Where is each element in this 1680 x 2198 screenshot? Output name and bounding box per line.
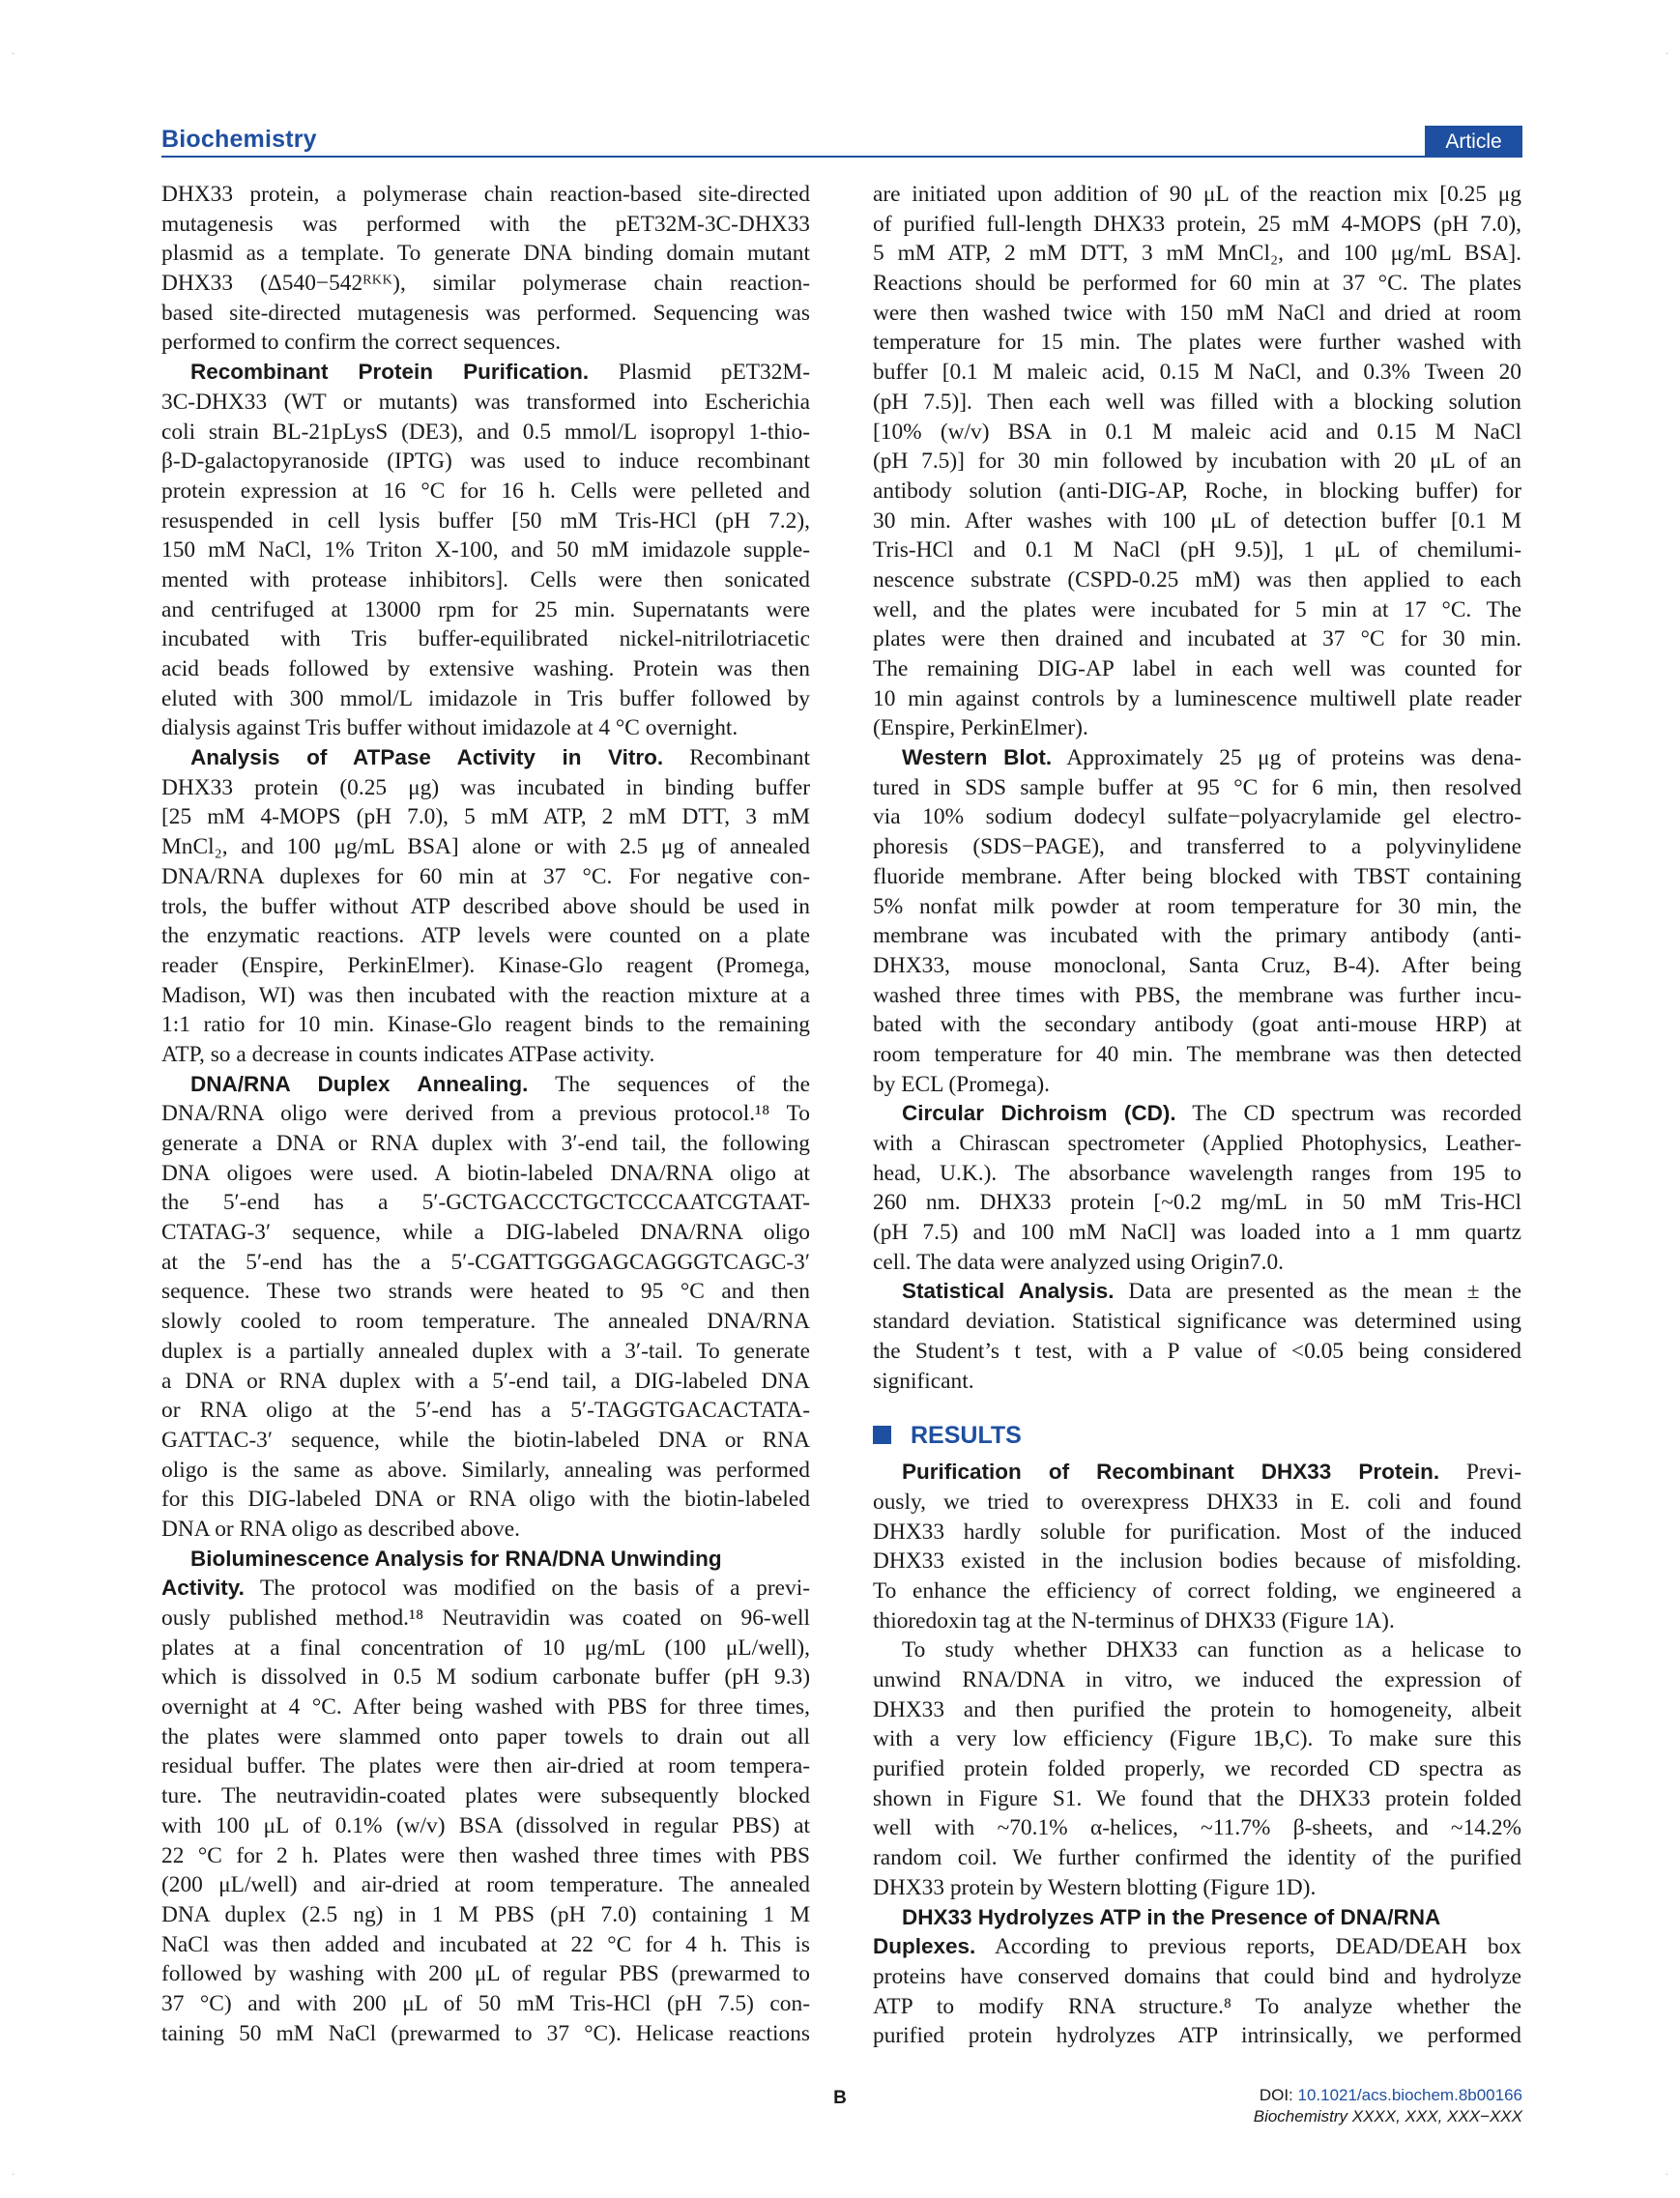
text-line [161, 506, 810, 536]
text-line [873, 1488, 1521, 1518]
text-line [161, 299, 810, 329]
text-line [161, 1515, 810, 1545]
line-text: with a very low efficiency (Figure 1B,C). To make sure this [873, 1726, 1521, 1752]
line-text: reader (Enspire, PerkinElmer). Kinase-Glo reagent (Promega, [161, 952, 810, 978]
text-line [161, 239, 810, 269]
line-text: were then washed twice with 150 mM NaCl and dried at room [873, 300, 1521, 326]
line-text: trols, the buffer without ATP described above should be used in [161, 893, 810, 919]
text-line [873, 892, 1521, 922]
paragraph-heading: Circular Dichroism (CD). [902, 1101, 1176, 1126]
line-text: DNA/RNA oligo were derived from a previous protocol.¹⁸ To [161, 1101, 810, 1127]
line-text: plates at a final concentration of 10 μg/mL (100 μL/well), [161, 1634, 810, 1661]
line-text: room temperature for 40 min. The membrane was then detected [873, 1041, 1521, 1067]
text-line [873, 654, 1521, 684]
text-line [873, 328, 1521, 358]
text-line [161, 624, 810, 654]
line-text: mutagenesis was performed with the pET32M-3C-DHX33 [161, 211, 810, 237]
text-line [161, 1367, 810, 1397]
line-text: coli strain BL-21pLysS (DE3), and 0.5 mmol/L isopropyl 1-thio- [161, 419, 810, 445]
line-text: 260 nm. DHX33 protein [~0.2 mg/mL in 50 mM Tris-HCl [873, 1190, 1521, 1216]
line-text: DNA duplex (2.5 ng) in 1 M PBS (pH 7.0) containing 1 M [161, 1901, 810, 1927]
line-text: overnight at 4 °C. After being washed with PBS for three times, [161, 1694, 810, 1721]
line-text: shown in Figure S1. We found that the DHX33 protein folded [873, 1785, 1521, 1811]
text-line [161, 1930, 810, 1960]
line-text: residual buffer. The plates were then air-dried at room tempera- [161, 1753, 810, 1779]
paragraph-heading: DHX33 Hydrolyzes ATP in the Presence of DNA/RNA [902, 1904, 1441, 1929]
line-text: (pH 7.5)] for 30 min followed by incubation with 20 μL of an [873, 448, 1521, 475]
line-text: via 10% sodium dodecyl sulfate−polyacrylamide gel electro- [873, 804, 1521, 830]
crop-mark: · [12, 2170, 15, 2181]
line-text: which is dissolved in 0.5 M sodium carbonate buffer (pH 9.3) [161, 1664, 810, 1691]
line-text: tured in SDS sample buffer at 95 °C for 6 min, then resolved [873, 774, 1521, 800]
line-text: DHX33 protein by Western blotting (Figure 1D). [873, 1874, 1317, 1900]
journal-name: Biochemistry [161, 126, 317, 153]
line-text: by ECL (Promega). [873, 1071, 1050, 1097]
line-text: The remaining DIG-AP label in each well was counted for [873, 656, 1521, 681]
text-line [873, 1724, 1521, 1754]
line-text: sequence. These two strands were heated to 95 °C and then [161, 1279, 810, 1305]
text-line [873, 1754, 1521, 1784]
line-text: ATP to modify RNA structure.⁸ To analyze whether the [873, 1993, 1521, 2019]
line-text: slowly cooled to room temperature. The annealed DNA/RNA [161, 1309, 810, 1335]
text-line [873, 981, 1521, 1011]
line-text: are initiated upon addition of 90 μL of the reaction mix [0.25 μg [873, 182, 1521, 207]
doi-prefix: DOI: [1259, 2086, 1298, 2104]
line-text: Reactions should be performed for 60 min at 37 °C. The plates [873, 271, 1521, 297]
text-line [161, 684, 810, 714]
line-text: antibody solution (anti-DIG-AP, Roche, in blocking buffer) for [873, 477, 1521, 504]
page-number: B [833, 2088, 847, 2108]
text-line [873, 1606, 1521, 1636]
line-text: β-D-galactopyranoside (IPTG) was used to induce recombinant [161, 448, 810, 475]
text-line [873, 1458, 1521, 1488]
line-text: based site-directed mutagenesis was performed. Sequencing was [161, 300, 810, 326]
text-line [873, 506, 1521, 536]
line-text: 3C-DHX33 (WT or mutants) was transformed into Escherichia [161, 389, 810, 415]
text-line [873, 1873, 1521, 1903]
text-line [873, 1962, 1521, 1992]
line-text: nescence substrate (CSPD-0.25 mM) was then applied to each [873, 566, 1521, 593]
line-text: ously published method.¹⁸ Neutravidin was coated on 96-well [161, 1605, 810, 1631]
line-text: performed to confirm the correct sequences. [161, 330, 562, 356]
text-line [873, 1813, 1521, 1843]
text-line [161, 1604, 810, 1634]
line-text: (Enspire, PerkinElmer). [873, 715, 1088, 741]
text-line [873, 418, 1521, 448]
line-text: Tris-HCl and 0.1 M NaCl (pH 9.5)], 1 μL of chemilumi- [873, 537, 1521, 564]
line-text: 5 mM ATP, 2 mM DTT, 3 mM MnCl₂, and 100 μg/mL BSA]. [873, 241, 1521, 267]
line-text: protein expression at 16 °C for 16 h. Cells were pelleted and [161, 477, 810, 504]
line-text: Madison, WI) was then incubated with the reaction mixture at a [161, 982, 810, 1008]
line-text: According to previous reports, DEAD/DEAH box [975, 1934, 1521, 1960]
line-text: (pH 7.5) and 100 mM NaCl] was loaded into a 1 mm quartz [873, 1220, 1521, 1246]
text-line [161, 1811, 810, 1841]
text-line [873, 1159, 1521, 1189]
doi-link[interactable]: 10.1021/acs.biochem.8b00166 [1297, 2086, 1522, 2104]
text-line [161, 477, 810, 506]
text-line [161, 1010, 810, 1040]
text-line [873, 1695, 1521, 1725]
line-text: DNA/RNA duplexes for 60 min at 37 °C. For negative con- [161, 863, 810, 889]
text-line [873, 1099, 1521, 1129]
text-line [873, 773, 1521, 803]
text-line [161, 1040, 810, 1070]
line-text: 30 min. After washes with 100 μL of detection buffer [0.1 M [873, 507, 1521, 534]
text-line [161, 654, 810, 684]
line-text: resuspended in cell lysis buffer [50 mM Tris-HCl (pH 7.2), [161, 507, 810, 534]
line-text: Previ- [1439, 1460, 1521, 1486]
line-text: with a Chirascan spectrometer (Applied Photophysics, Leather- [873, 1131, 1521, 1156]
paragraph-heading: Statistical Analysis. [902, 1279, 1115, 1304]
crop-mark: · [1665, 2170, 1668, 2181]
line-text: at the 5′-end has the a 5′-CGATTGGGAGCAGGGTCAGC-3′ [161, 1249, 810, 1275]
text-line [873, 565, 1521, 595]
line-text: washed three times with PBS, the membrane was further incu- [873, 982, 1521, 1008]
line-text: plates were then drained and incubated at 37 °C for 30 min. [873, 626, 1521, 652]
text-line [873, 1635, 1521, 1665]
left-column [161, 180, 810, 2048]
header-rule [161, 156, 1522, 158]
text-line [161, 951, 810, 981]
line-text: with 100 μL of 0.1% (w/v) BSA (dissolved in regular PBS) at [161, 1812, 810, 1838]
line-text: DHX33, mouse monoclonal, Santa Cruz, B-4). After being [873, 952, 1521, 978]
text-line [161, 1989, 810, 2019]
text-line [161, 269, 810, 299]
text-line [161, 1722, 810, 1752]
text-line [161, 1870, 810, 1900]
text-line [161, 358, 810, 388]
crop-mark: · [1665, 49, 1668, 60]
paragraph-heading: Western Blot. [902, 745, 1053, 770]
text-line [161, 832, 810, 862]
text-line [873, 180, 1521, 210]
line-text: ATP, so a decrease in counts indicates ATPase activity. [161, 1041, 655, 1067]
text-line [161, 1099, 810, 1129]
line-text: 10 min against controls by a luminescence multiwell plate reader [873, 685, 1521, 711]
line-text: Approximately 25 μg of proteins was dena- [1052, 745, 1521, 771]
paragraph-heading: Activity. [161, 1576, 245, 1601]
text-line [873, 1248, 1521, 1278]
text-line [873, 1547, 1521, 1576]
text-line [873, 477, 1521, 506]
paragraph-heading: Recombinant Protein Purification. [190, 360, 590, 385]
line-text: thioredoxin tag at the N-terminus of DHX33 (Figure 1A). [873, 1607, 1395, 1634]
text-line [161, 1663, 810, 1692]
text-line [873, 2021, 1521, 2051]
line-text: duplex is a partially annealed duplex with a 3′-tail. To generate [161, 1338, 810, 1364]
line-text: 37 °C) and with 200 μL of 50 mM Tris-HCl (pH 7.5) con- [161, 1990, 810, 2016]
text-line [161, 1485, 810, 1515]
line-text: The protocol was modified on the basis of a previ- [244, 1576, 810, 1602]
text-line [161, 328, 810, 358]
text-line [161, 1781, 810, 1811]
line-text: Data are presented as the mean ± the [1114, 1279, 1521, 1305]
text-line [161, 535, 810, 565]
text-line [161, 1692, 810, 1722]
text-line [873, 921, 1521, 951]
text-line [161, 1396, 810, 1426]
text-line [873, 1188, 1521, 1218]
line-text: [25 mM 4-MOPS (pH 7.0), 5 mM ATP, 2 mM DTT, 3 mM [161, 804, 810, 830]
line-text: or RNA oligo at the 5′-end has a 5′-TAGGTGACACTATA- [161, 1398, 810, 1424]
line-text: standard deviation. Statistical significance was determined using [873, 1309, 1521, 1335]
line-text: 1:1 ratio for 10 min. Kinase-Glo reagent binds to the remaining [161, 1012, 810, 1038]
line-text: dialysis against Tris buffer without imidazole at 4 °C overnight. [161, 715, 739, 741]
line-text: a DNA or RNA duplex with a 5′-end tail, a DIG-labeled DNA [161, 1368, 810, 1394]
paragraph-heading: DNA/RNA Duplex Annealing. [190, 1071, 529, 1096]
text-line [161, 1634, 810, 1663]
line-text: To study whether DHX33 can function as a helicase to [902, 1637, 1521, 1663]
text-line [873, 1992, 1521, 2022]
text-line [873, 802, 1521, 832]
line-text: 22 °C for 2 h. Plates were then washed three times with PBS [161, 1842, 810, 1868]
line-text: for this DIG-labeled DNA or RNA oligo with the biotin-labeled [161, 1487, 810, 1513]
section-heading-text: RESULTS [911, 1422, 1022, 1450]
text-line [161, 1307, 810, 1337]
line-text: mented with protease inhibitors]. Cells were then sonicated [161, 566, 810, 593]
line-text: Recombinant [663, 745, 810, 771]
text-line [873, 743, 1521, 773]
line-text: temperature for 15 min. The plates were further washed with [873, 330, 1521, 356]
line-text: DNA or RNA oligo as described above. [161, 1516, 520, 1542]
text-line [873, 1218, 1521, 1248]
line-text: CTATAG-3′ sequence, while a DIG-labeled DNA/RNA oligo [161, 1220, 810, 1246]
text-line [873, 239, 1521, 269]
line-text: phoresis (SDS−PAGE), and transferred to a polyvinylidene [873, 834, 1521, 860]
text-line [873, 1337, 1521, 1367]
text-line [161, 1959, 810, 1989]
line-text: followed by washing with 200 μL of regular PBS (prewarmed to [161, 1961, 810, 1987]
text-line [873, 862, 1521, 892]
text-line [161, 921, 810, 951]
text-line [161, 1337, 810, 1367]
text-line [873, 1665, 1521, 1695]
line-text: DHX33 protein, a polymerase chain reaction-based site-directed [161, 182, 810, 207]
line-text: MnCl₂, and 100 μg/mL BSA] alone or with 2.5 μg of annealed [161, 834, 810, 860]
line-text: DHX33 protein (0.25 μg) was incubated in binding buffer [161, 774, 810, 800]
line-text: DNA oligoes were used. A biotin-labeled DNA/RNA oligo at [161, 1160, 810, 1186]
text-line [161, 388, 810, 418]
text-line [161, 1248, 810, 1278]
text-line [873, 624, 1521, 654]
text-line [873, 1932, 1521, 1962]
line-text: well with ~70.1% α-helices, ~11.7% β-sheets, and ~14.2% [873, 1815, 1521, 1841]
text-line [161, 1900, 810, 1930]
text-line [161, 1159, 810, 1189]
text-line [161, 981, 810, 1011]
text-line [161, 1188, 810, 1218]
text-line [161, 447, 810, 477]
text-line [161, 1277, 810, 1307]
line-text: and centrifuged at 13000 rpm for 25 min. Supernatants were [161, 596, 810, 622]
text-line [161, 565, 810, 595]
text-line [161, 418, 810, 448]
line-text: Plasmid pET32M- [589, 360, 810, 386]
text-line [161, 1456, 810, 1486]
article-type-badge: Article [1425, 126, 1522, 158]
text-line [873, 1367, 1521, 1397]
text-line [873, 1277, 1521, 1307]
line-text: incubated with Tris buffer-equilibrated nickel-nitrilotriacetic [161, 626, 810, 652]
text-line [873, 1784, 1521, 1814]
text-line [873, 1010, 1521, 1040]
line-text: significant. [873, 1368, 974, 1394]
text-line [161, 210, 810, 240]
line-text: purified protein folded properly, we recorded CD spectra as [873, 1756, 1521, 1782]
line-text: acid beads followed by extensive washing. Protein was then [161, 656, 810, 681]
text-line [873, 1903, 1521, 1933]
line-text: oligo is the same as above. Similarly, annealing was performed [161, 1457, 810, 1483]
line-text: of purified full-length DHX33 protein, 25 mM 4-MOPS (pH 7.0), [873, 211, 1521, 237]
text-line [161, 713, 810, 743]
text-line [873, 1518, 1521, 1547]
paragraph-heading: Bioluminescence Analysis for RNA/DNA Unwinding [190, 1546, 722, 1571]
text-line [161, 1574, 810, 1604]
line-text: purified protein hydrolyzes ATP intrinsically, we performed [873, 2023, 1521, 2049]
line-text: taining 50 mM NaCl (prewarmed to 37 °C). Helicase reactions [161, 2020, 810, 2046]
line-text: DHX33 and then purified the protein to homogeneity, albeit [873, 1696, 1521, 1722]
text-line [873, 1129, 1521, 1159]
text-line [161, 743, 810, 773]
text-line [161, 862, 810, 892]
text-line [873, 595, 1521, 625]
text-line [873, 713, 1521, 743]
text-line [161, 1426, 810, 1456]
text-line [161, 2019, 810, 2049]
section-heading [873, 1413, 1521, 1458]
text-line [161, 180, 810, 210]
text-line [873, 299, 1521, 329]
line-text: generate a DNA or RNA duplex with 3′-end tail, the following [161, 1131, 810, 1156]
line-text: buffer [0.1 M maleic acid, 0.15 M NaCl, and 0.3% Tween 20 [873, 360, 1521, 386]
citation-line: Biochemistry XXXX, XXX, XXX−XXX [1253, 2107, 1522, 2126]
line-text: DHX33 existed in the inclusion bodies because of misfolding. [873, 1548, 1521, 1575]
line-text: cell. The data were analyzed using Origin7.0. [873, 1249, 1284, 1275]
text-line [873, 1040, 1521, 1070]
text-line [161, 802, 810, 832]
line-text: random coil. We further confirmed the identity of the purified [873, 1845, 1521, 1871]
line-text: eluted with 300 mmol/L imidazole in Tris buffer followed by [161, 685, 810, 711]
right-column [873, 180, 1521, 2051]
text-line [873, 269, 1521, 299]
text-line [161, 1841, 810, 1871]
text-line [873, 1070, 1521, 1100]
text-line [161, 1545, 810, 1575]
line-text: fluoride membrane. After being blocked with TBST containing [873, 863, 1521, 889]
line-text: The sequences of the [528, 1071, 810, 1097]
text-line [873, 210, 1521, 240]
text-line [161, 595, 810, 625]
line-text: ously, we tried to overexpress DHX33 in E. coli and found [873, 1489, 1521, 1515]
line-text: unwind RNA/DNA in vitro, we induced the expression of [873, 1667, 1521, 1692]
line-text: plasmid as a template. To generate DNA binding domain mutant [161, 241, 810, 267]
text-line [873, 535, 1521, 565]
line-text: GATTAC-3′ sequence, while the biotin-labeled DNA or RNA [161, 1427, 810, 1453]
section-square-icon [873, 1426, 891, 1444]
text-line [873, 832, 1521, 862]
line-text: NaCl was then added and incubated at 22 °C for 4 h. This is [161, 1931, 810, 1957]
line-text: the enzymatic reactions. ATP levels were counted on a plate [161, 923, 810, 949]
line-text: the plates were slammed onto paper towels to drain out all [161, 1723, 810, 1750]
text-line [873, 447, 1521, 477]
spacer [873, 1396, 1521, 1407]
text-line [161, 773, 810, 803]
line-text: the Student’s t test, with a P value of <0.05 being considered [873, 1338, 1521, 1364]
line-text: bated with the secondary antibody (goat anti-mouse HRP) at [873, 1012, 1521, 1038]
text-line [873, 684, 1521, 714]
line-text: [10% (w/v) BSA in 0.1 M maleic acid and 0.15 M NaCl [873, 419, 1521, 445]
crop-mark: · [12, 49, 15, 60]
text-line [161, 1129, 810, 1159]
line-text: well, and the plates were incubated for 5 min at 17 °C. The [873, 596, 1521, 622]
line-text: DHX33 hardly soluble for purification. Most of the induced [873, 1518, 1521, 1545]
paragraph-heading: Duplexes. [873, 1934, 976, 1959]
line-text: membrane was incubated with the primary antibody (anti- [873, 923, 1521, 949]
line-text: DHX33 (Δ540−542ᴿᴷᴷ), similar polymerase chain reaction- [161, 271, 810, 297]
line-text: (200 μL/well) and air-dried at room temperature. The annealed [161, 1872, 810, 1898]
line-text: the 5′-end has a 5′-GCTGACCCTGCTCCCAATCGTAAT- [161, 1190, 810, 1216]
text-line [873, 1843, 1521, 1873]
text-line [873, 358, 1521, 388]
paragraph-heading: Analysis of ATPase Activity in Vitro. [190, 745, 664, 770]
text-line [873, 951, 1521, 981]
line-text: The CD spectrum was recorded [1175, 1101, 1521, 1127]
text-line [873, 388, 1521, 418]
line-text: head, U.K.). The absorbance wavelength ranges from 195 to [873, 1160, 1521, 1186]
text-line [161, 1070, 810, 1100]
text-line [161, 1751, 810, 1781]
text-line [873, 1576, 1521, 1606]
text-line [161, 1218, 810, 1248]
text-line [873, 1307, 1521, 1337]
paragraph-heading: Purification of Recombinant DHX33 Protein. [902, 1460, 1440, 1485]
line-text: proteins have conserved domains that could bind and hydrolyze [873, 1963, 1521, 1989]
line-text: 150 mM NaCl, 1% Triton X-100, and 50 mM imidazole supple- [161, 537, 810, 564]
line-text: 5% nonfat milk powder at room temperature for 30 min, the [873, 893, 1521, 919]
line-text: To enhance the efficiency of correct folding, we engineered a [873, 1577, 1521, 1604]
text-line [161, 892, 810, 922]
line-text: (pH 7.5)]. Then each well was filled with a blocking solution [873, 389, 1521, 415]
line-text: ture. The neutravidin-coated plates were subsequently blocked [161, 1783, 810, 1809]
doi-line [1260, 2086, 1522, 2105]
